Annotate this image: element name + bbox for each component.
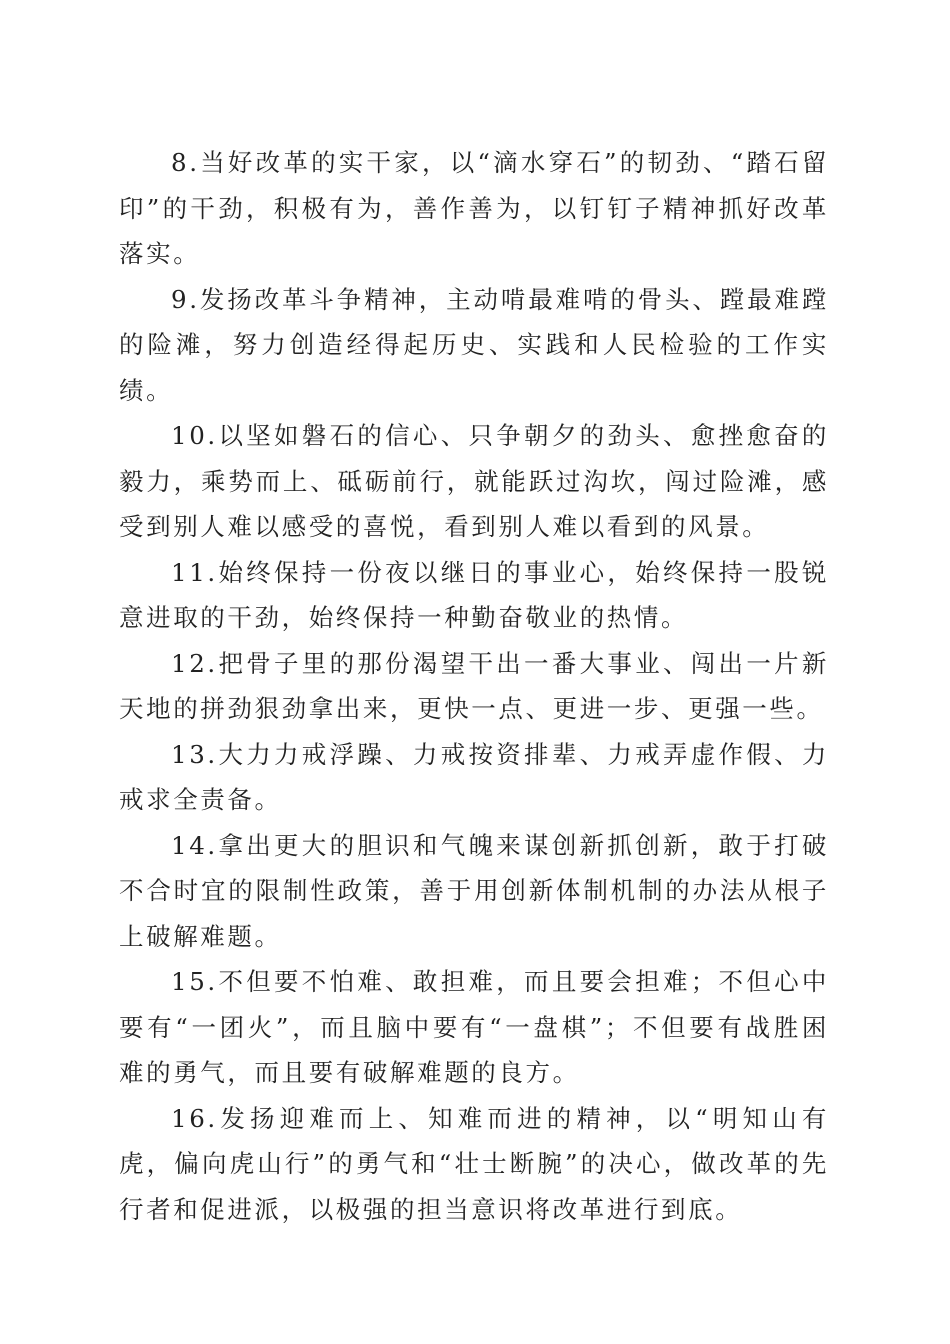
paragraph-15: 15.不但要不怕难、敢担难，而且要会担难；不但心中要有“一团火”，而且脑中要有“一盘棋”；不但要有战胜困难的勇气，而且要有破解难题的良方。 xyxy=(119,967,829,1087)
paragraph-12: 12.把骨子里的那份渴望干出一番大事业、闯出一片新天地的拼劲狠劲拿出来，更快一点、更进一步、更强一些。 xyxy=(119,648,829,723)
paragraph-11: 11.始终保持一份夜以继日的事业心，始终保持一股锐意进取的干劲，始终保持一种勤奋敬业的热情。 xyxy=(119,557,829,632)
paragraph-9: 9.发扬改革斗争精神，主动啃最难啃的骨头、蹚最难蹚的险滩，努力创造经得起历史、实践和人民检验的工作实绩。 xyxy=(119,284,829,405)
paragraph-16: 16.发扬迎难而上、知难而进的精神，以“明知山有虎，偏向虎山行”的勇气和“壮士断腕”的决心，做改革的先行者和促进派，以极强的担当意识将改革进行到底。 xyxy=(119,1103,829,1224)
document-body xyxy=(119,140,829,1232)
paragraph-10: 10.以坚如磐石的信心、只争朝夕的劲头、愈挫愈奋的毅力，乘势而上、砥砺前行，就能跃过沟坎，闯过险滩，感受到别人难以感受的喜悦，看到别人难以看到的风景。 xyxy=(119,421,829,541)
paragraph-8: 8.当好改革的实干家，以“滴水穿石”的韧劲、“踏石留印”的干劲，积极有为，善作善为，以钉钉子精神抓好改革落实。 xyxy=(119,148,829,268)
paragraph-13: 13.大力力戒浮躁、力戒按资排辈、力戒弄虚作假、力戒求全责备。 xyxy=(119,739,829,814)
paragraph-14: 14.拿出更大的胆识和气魄来谋创新抓创新，敢于打破不合时宜的限制性政策，善于用创新体制机制的办法从根子上破解难题。 xyxy=(119,830,829,951)
